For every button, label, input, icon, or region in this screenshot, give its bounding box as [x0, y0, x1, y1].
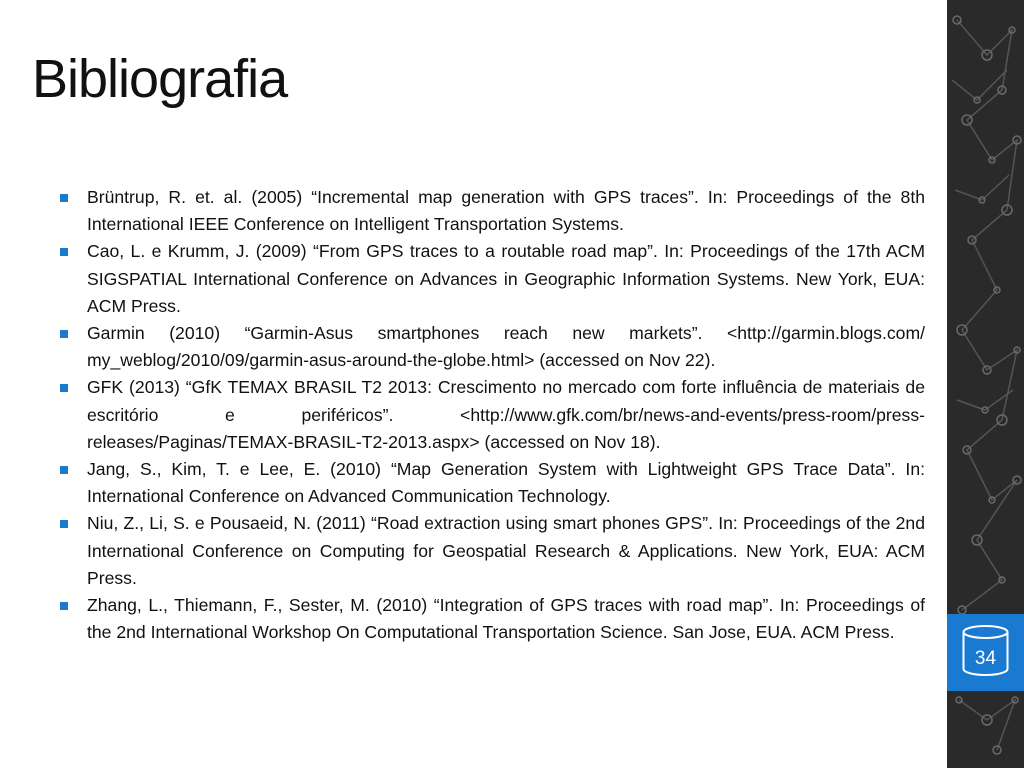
list-item: [60, 238, 925, 320]
reference-text: Cao, L. e Krumm, J. (2009) “From GPS traces to a routable road map”. In: Proceedings of the 17th ACM SIGSPATIAL International Conference on Advances in Geographic Information Systems. New York, EUA: ACM Press.: [87, 241, 925, 316]
list-item: [60, 320, 925, 374]
list-item: [60, 374, 925, 456]
square-bullet-icon: [60, 330, 68, 338]
reference-list: [60, 184, 925, 646]
page-number-badge: [947, 614, 1024, 691]
square-bullet-icon: [60, 520, 68, 528]
list-item: [60, 510, 925, 592]
square-bullet-icon: [60, 384, 68, 392]
reference-text: Jang, S., Kim, T. e Lee, E. (2010) “Map Generation System with Lightweight GPS Trace Data”. In: International Conference on Advanced Communication Technology.: [87, 459, 925, 507]
reference-text: Niu, Z., Li, S. e Pousaeid, N. (2011) “Road extraction using smart phones GPS”. In: Proceedings of the 2nd International Conference on Computing for Geospatial Research & Applications. New York, EUA: ACM Press.: [87, 513, 925, 588]
square-bullet-icon: [60, 602, 68, 610]
list-item: [60, 184, 925, 238]
list-item: [60, 592, 925, 646]
reference-text: Brüntrup, R. et. al. (2005) “Incremental map generation with GPS traces”. In: Proceedings of the 8th International IEEE Conference on Intelligent Transportation Systems.: [87, 187, 925, 235]
square-bullet-icon: [60, 194, 68, 202]
list-item: [60, 456, 925, 510]
square-bullet-icon: [60, 248, 68, 256]
square-bullet-icon: [60, 466, 68, 474]
reference-text: Zhang, L., Thiemann, F., Sester, M. (2010) “Integration of GPS traces with road map”. In: Proceedings of the 2nd International Workshop On Computational Transportation Science. San Jose, EUA. ACM Press.: [87, 595, 925, 643]
reference-text: GFK (2013) “GfK TEMAX BRASIL T2 2013: Crescimento no mercado com forte influência de materiais de escritório e periféricos”. <http://www.gfk.com/br/news-and-events/press-room/press-releases/Paginas/TEMAX-BRASIL-T2-2013.aspx> (accessed on Nov 18).: [87, 377, 925, 452]
slide-title: Bibliografia: [32, 49, 288, 109]
page-number: 34: [974, 648, 997, 669]
reference-text: Garmin (2010) “Garmin-Asus smartphones reach new markets”. <http://garmin.blogs.com/ my_weblog/2010/09/garmin-asus-around-the-globe.html> (accessed on Nov 22).: [87, 323, 925, 371]
